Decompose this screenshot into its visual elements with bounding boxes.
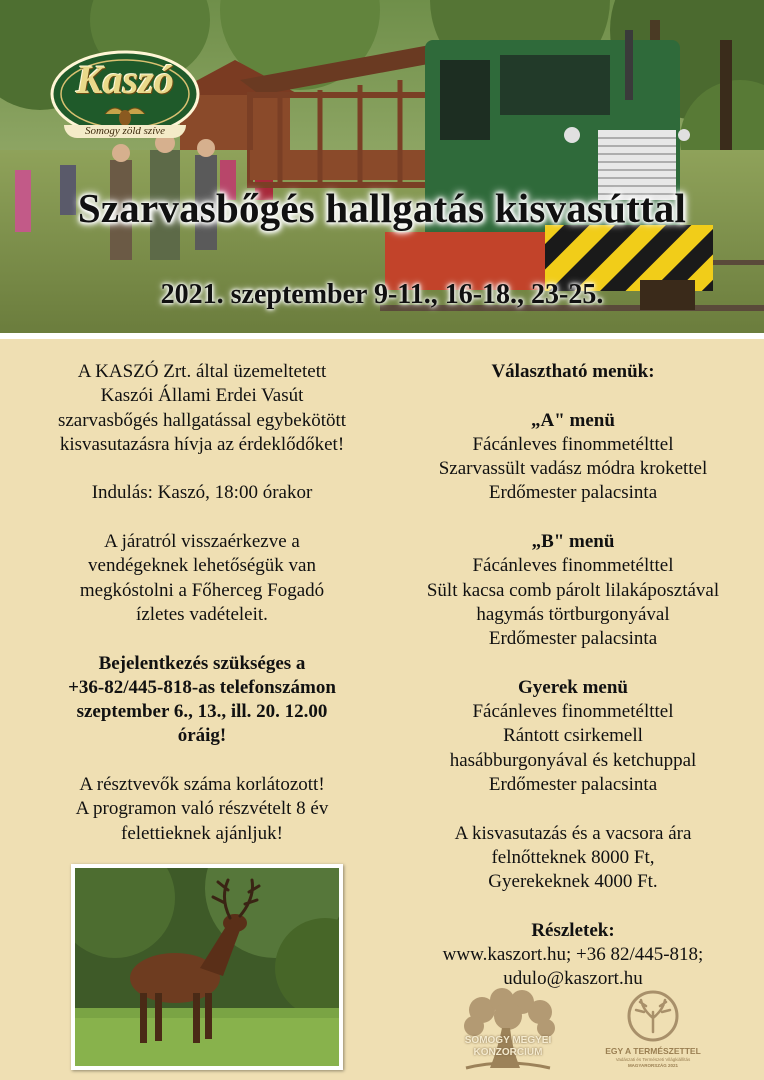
price-line: felnőtteknek 8000 Ft, — [491, 846, 655, 868]
nature-title: EGY A TERMÉSZETTEL — [605, 1046, 701, 1056]
menu-item: hagymás törtburgonyával — [476, 603, 670, 625]
menu-item: Fácánleves finommetélttel — [472, 555, 674, 577]
details-title: Részletek: — [531, 919, 615, 941]
price-line: Gyerekeknek 4000 Ft. — [488, 871, 658, 893]
return-line: A járatról visszaérkezve a — [104, 531, 300, 553]
menu-item: Rántott csirkemell — [503, 725, 643, 747]
return-line: megkóstolni a Főherceg Fogadó — [79, 579, 325, 601]
nature-subtitle2: MAGYARORSZÁG 2021 — [627, 1063, 679, 1068]
menu-item: Erdőmester palacsinta — [488, 774, 658, 796]
limit-line: A résztvevők száma korlátozott! — [79, 774, 325, 796]
menu-item: Erdőmester palacsinta — [488, 628, 658, 650]
tree-icon — [452, 988, 564, 1074]
registration-line: szeptember 6., 13., ill. 20. 12.00 — [76, 701, 328, 723]
menu-a-title: „A" menü — [531, 409, 615, 431]
limit-line: felettieknek ajánljuk! — [121, 822, 283, 844]
right-column — [382, 360, 764, 992]
menu-item: Szarvassült vadász módra krokettel — [438, 458, 708, 480]
nature-subtitle: Vadászati és Természeti Világkiállítás — [615, 1057, 691, 1062]
menu-item: Erdőmester palacsinta — [488, 482, 658, 504]
price-line: A kisvasutazás és a vacsora ára — [454, 822, 692, 844]
consortium-line2: KONZORCIUM — [473, 1047, 543, 1058]
menu-kids-title: Gyerek menü — [518, 676, 628, 698]
details-line: www.kaszort.hu; +36 82/445-818; — [442, 944, 704, 966]
menu-b-title: „B" menü — [531, 531, 615, 553]
departure-info: Indulás: Kaszó, 18:00 órakor — [91, 482, 313, 504]
intro-line: A KASZÓ Zrt. által üzemeltetett — [77, 361, 327, 382]
intro-line: szarvasbőgés hallgatással egybekötött — [57, 409, 347, 431]
logo-wordmark: Kaszó — [76, 57, 174, 102]
deer-antler-emblem-icon — [598, 988, 708, 1048]
kaszo-logo — [50, 50, 200, 138]
intro-line: kisvasutazásra hívja az érdeklődőket! — [59, 433, 345, 455]
logo-slogan: Somogy zöld szíve — [64, 125, 186, 138]
egy-a-termeszettel-logo — [598, 988, 708, 1074]
deer-photo — [71, 864, 343, 1070]
menu-item: Sült kacsa comb párolt lilakáposztával — [426, 579, 720, 601]
consortium-line1: SOMOGY MEGYEI — [464, 1035, 552, 1046]
intro-line: Kaszói Állami Erdei Vasút — [100, 385, 304, 407]
somogy-konzorcium-logo — [452, 988, 564, 1074]
registration-line: Bejelentkezés szükséges a — [98, 652, 306, 674]
return-line: vendégeknek lehetőségük van — [88, 555, 316, 577]
page-title: Szarvasbőgés hallgatás kisvasúttal — [77, 185, 687, 231]
registration-line: óráig! — [177, 725, 227, 747]
return-line: ízletes vadételeit. — [136, 603, 268, 625]
menu-item: hasábburgonyával és ketchuppal — [449, 749, 697, 771]
hero-divider — [0, 333, 764, 339]
menu-item: Fácánleves finommetélttel — [472, 701, 674, 723]
left-column — [12, 360, 392, 846]
hero-photo — [0, 0, 764, 333]
registration-line: +36-82/445-818-as telefonszámon — [68, 676, 336, 698]
details-line: udulo@kaszort.hu — [503, 968, 643, 990]
menus-title: Választható menük: — [491, 361, 655, 382]
event-dates: 2021. szeptember 9-11., 16-18., 23-25. — [160, 279, 604, 310]
limit-line: A programon való részvételt 8 év — [75, 798, 329, 820]
menu-item: Fácánleves finommetélttel — [472, 433, 674, 455]
